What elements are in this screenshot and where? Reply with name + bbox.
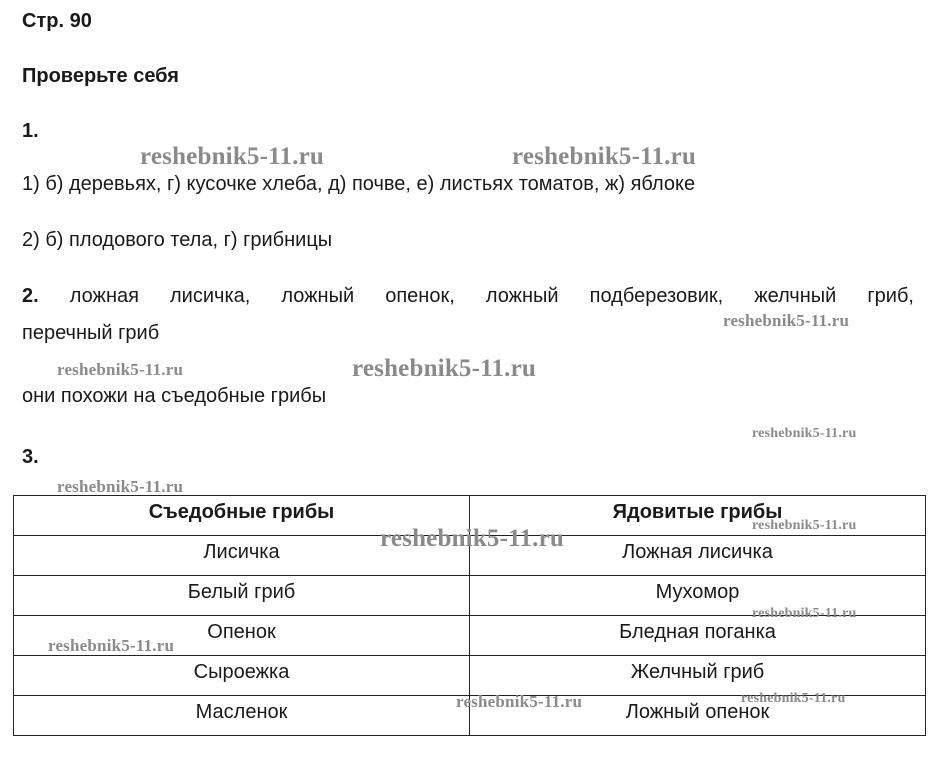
watermark: reshebnik5-11.ru [352,355,537,382]
watermark: reshebnik5-11.ru [752,606,857,621]
question-2-number: 2. [22,285,39,307]
table-cell: Сыроежка [14,656,470,696]
question-2-line-2: перечный гриб [22,322,160,344]
watermark: reshebnik5-11.ru [380,525,565,552]
question-2-line-1 [22,284,914,308]
watermark: reshebnik5-11.ru [752,518,857,533]
watermark: reshebnik5-11.ru [456,692,583,711]
watermark: reshebnik5-11.ru [57,477,184,496]
table-header-poisonous: Ядовитые грибы [470,496,926,536]
table-cell: Бледная поганка [470,616,926,656]
watermark: reshebnik5-11.ru [48,636,175,655]
table-cell: Желчный гриб [470,656,926,696]
question-3-number: 3. [22,446,39,468]
table-cell: Белый гриб [14,576,470,616]
question-1-answer-1: 1) б) деревьях, г) кусочке хлеба, д) почве, е) листьях томатов, ж) яблоке [22,173,696,195]
question-2-line-1-text: ложная лисичка, ложный опенок, ложный подберезовик, желчный гриб, [69,285,914,307]
table-cell: Ложная лисичка [470,536,926,576]
table-cell: Ложный опенок [470,696,926,736]
watermark: reshebnik5-11.ru [741,691,846,706]
watermark: reshebnik5-11.ru [723,311,850,330]
watermark: reshebnik5-11.ru [752,426,857,441]
page-number: Стр. 90 [22,10,92,32]
table-cell: Опенок [14,616,470,656]
question-1-answer-2: 2) б) плодового тела, г) грибницы [22,229,333,251]
table-row [14,656,926,696]
section-heading: Проверьте себя [22,65,179,87]
table-header-edible: Съедобные грибы [14,496,470,536]
table-cell: Мухомор [470,576,926,616]
question-1-number: 1. [22,120,39,142]
watermark: reshebnik5-11.ru [57,360,184,379]
question-2-line-3: они похожи на съедобные грибы [22,385,327,407]
table-cell: Лисичка [14,536,470,576]
watermark: reshebnik5-11.ru [512,143,697,170]
watermark: reshebnik5-11.ru [140,143,325,170]
table-cell: Масленок [14,696,470,736]
